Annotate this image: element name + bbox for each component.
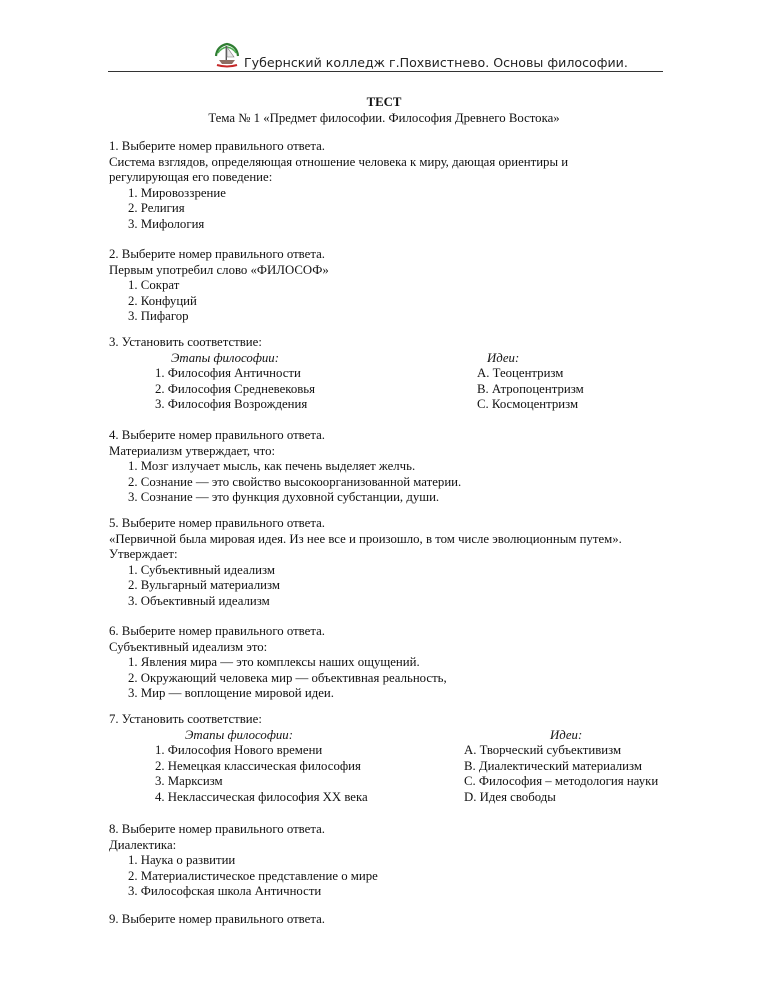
matching-right-item: D. Идея свободы — [464, 789, 556, 804]
matching-left-item: 2. Философия Средневековья — [155, 381, 316, 396]
matching-right-column — [464, 728, 658, 806]
matching-right-header: Идеи: — [550, 727, 583, 742]
question-1 — [109, 139, 709, 233]
answer-option: 1. Субъективный идеализм — [128, 562, 275, 577]
question-text: Субъективный идеализм это: — [109, 639, 268, 654]
question-label: 2. Выберите номер правильного ответа. — [109, 247, 325, 261]
question-text: Диалектика: — [109, 837, 177, 852]
answer-option: 2. Сознание — это свойство высокоорганизованной материи. — [128, 474, 462, 489]
answer-option: 2. Конфуций — [128, 293, 197, 308]
question-3 — [109, 335, 709, 413]
question-5 — [109, 516, 709, 610]
question-text: Утверждает: — [109, 547, 178, 562]
question-label: 9. Выберите номер правильного ответа. — [109, 912, 325, 926]
matching-table — [109, 728, 709, 806]
matching-left-item: 4. Неклассическая философия XX века — [155, 789, 368, 804]
matching-right-item: B. Диалектический материализм — [464, 758, 642, 773]
question-7 — [109, 712, 709, 806]
matching-left-item: 1. Философия Нового времени — [155, 743, 323, 758]
answer-option: 2. Вульгарный материализм — [128, 578, 280, 593]
question-label: 6. Выберите номер правильного ответа. — [109, 624, 325, 638]
page-header — [0, 38, 768, 72]
matching-left-item: 1. Философия Античности — [155, 366, 301, 381]
question-label: 4. Выберите номер правильного ответа. — [109, 428, 325, 442]
question-label: 1. Выберите номер правильного ответа. — [109, 139, 325, 153]
page-title: ТЕСТ — [366, 95, 402, 109]
matching-right-item: A. Творческий субъективизм — [464, 743, 622, 758]
matching-right-item: A. Теоцентризм — [477, 366, 564, 381]
answer-option: 3. Мифология — [128, 216, 205, 231]
question-text: Система взглядов, определяющая отношение человека к миру, дающая ориентиры и — [109, 154, 569, 169]
answer-option: 1. Наука о развитии — [128, 853, 236, 868]
matching-left-item: 3. Философия Возрождения — [155, 397, 308, 412]
page-subtitle: Тема № 1 «Предмет философии. Философия Древнего Востока» — [208, 111, 560, 125]
matching-left-item: 3. Марксизм — [155, 774, 223, 789]
question-4 — [109, 428, 709, 506]
answer-option: 3. Мир — воплощение мировой идеи. — [128, 686, 334, 701]
header-divider — [108, 71, 663, 72]
matching-left-column — [155, 728, 368, 806]
matching-right-header: Идеи: — [487, 350, 520, 365]
question-2 — [109, 247, 709, 325]
answer-option: 2. Окружающий человека мир — объективная реальность, — [128, 670, 447, 685]
answer-option: 1. Мировоззрение — [128, 185, 226, 200]
matching-left-column — [155, 351, 315, 413]
matching-right-item: C. Философия – методология науки — [464, 774, 659, 789]
question-label: 5. Выберите номер правильного ответа. — [109, 516, 325, 530]
answer-option: 1. Мозг излучает мысль, как печень выделяет желчь. — [128, 459, 416, 474]
question-text: регулирующая его поведение: — [109, 170, 273, 185]
answer-option: 3. Пифагор — [128, 309, 189, 324]
question-label: 3. Установить соответствие: — [109, 335, 262, 349]
answer-option: 1. Явления мира — это комплексы наших ощущений. — [128, 655, 420, 670]
question-label: 7. Установить соответствие: — [109, 712, 262, 726]
question-text: «Первичной была мировая идея. Из нее все и произошло, в том числе эволюционным путем». — [109, 531, 622, 546]
matching-table — [109, 351, 709, 413]
matching-right-item: C. Космоцентризм — [477, 397, 579, 412]
question-8 — [109, 822, 709, 900]
question-label: 8. Выберите номер правильного ответа. — [109, 822, 325, 836]
answer-option: 2. Материалистическое представление о мире — [128, 868, 378, 883]
matching-right-item: B. Атропоцентризм — [477, 381, 584, 396]
answer-option: 3. Сознание — это функция духовной субстанции, души. — [128, 490, 440, 505]
question-6 — [109, 624, 709, 702]
matching-left-header: Этапы философии: — [185, 727, 293, 742]
answer-option: 1. Сократ — [128, 278, 180, 293]
question-text: Первым употребил слово «ФИЛОСОФ» — [109, 262, 329, 277]
answer-option: 3. Объективный идеализм — [128, 593, 270, 608]
matching-right-column — [477, 351, 584, 413]
answer-option: 2. Религия — [128, 201, 185, 216]
header-title: Губернский колледж г.Похвистнево. Основы философии. — [244, 55, 628, 70]
matching-left-item: 2. Немецкая классическая философия — [155, 758, 361, 773]
matching-left-header: Этапы философии: — [171, 350, 279, 365]
question-text: Материализм утверждает, что: — [109, 443, 276, 458]
question-9 — [109, 912, 709, 928]
answer-option: 3. Философская школа Античности — [128, 884, 322, 899]
college-emblem-icon — [212, 40, 242, 70]
